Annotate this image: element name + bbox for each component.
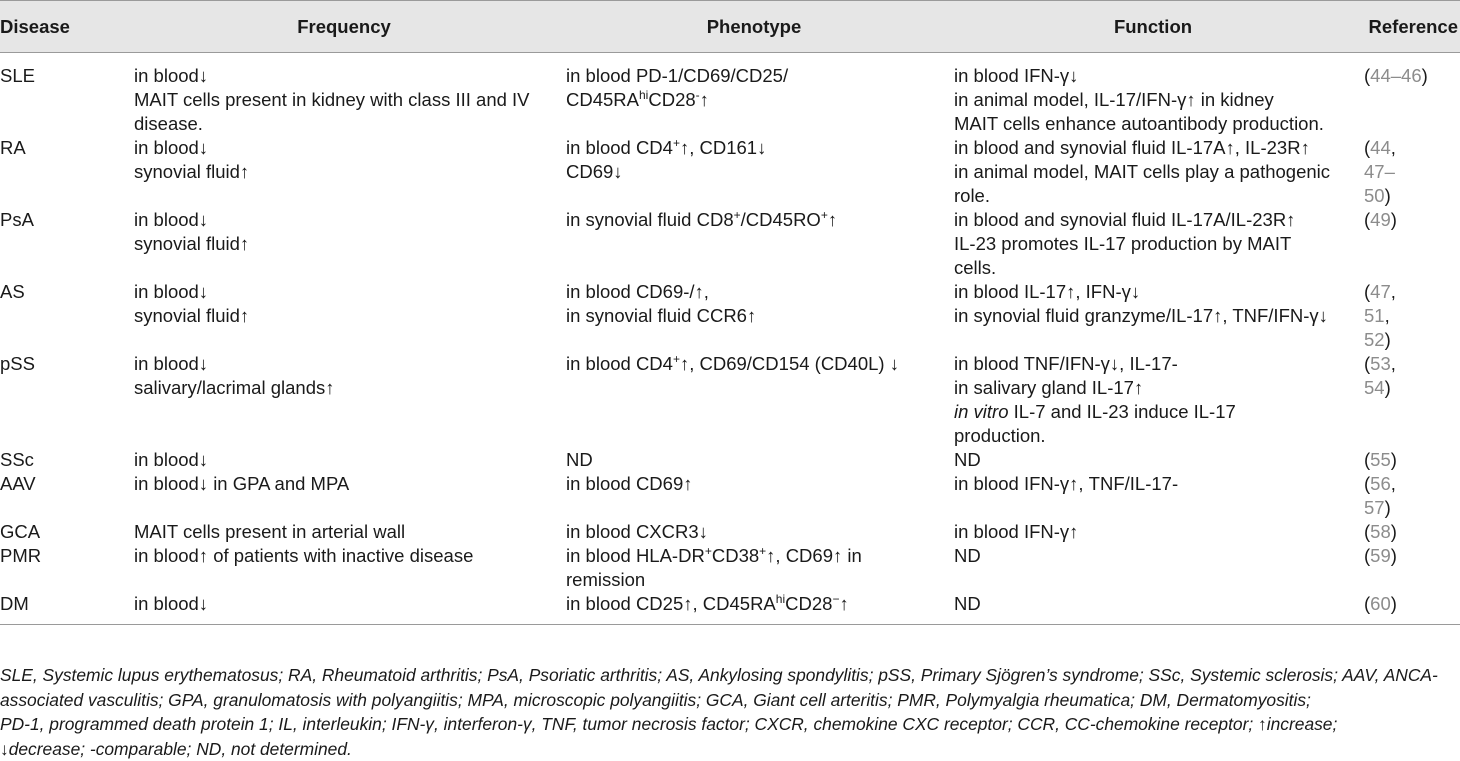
function-cell-line: in blood IL-17↑, IFN-γ↓ <box>954 280 1352 304</box>
frequency-cell-line: MAIT cells present in kidney with class III and IV <box>134 88 554 112</box>
function-cell-line: in vitro IL-7 and IL-23 induce IL-17 <box>954 400 1352 424</box>
frequency-cell-line: synovial fluid↑ <box>134 232 554 256</box>
reference-link[interactable]: 59 <box>1370 545 1391 566</box>
function-cell-line: in blood and synovial fluid IL-17A/IL-23R↑ <box>954 208 1352 232</box>
footnote-line: PD-1, programmed death protein 1; IL, interleukin; IFN-γ, interferon-γ, TNF, tumor necrosis factor; CXCR, chemokine CXC receptor; CCR, CC-chemokine receptor; ↑increase; <box>0 712 1460 737</box>
phenotype-cell <box>560 53 948 137</box>
function-cell <box>948 472 1358 520</box>
reference-cell <box>1358 53 1460 137</box>
function-cell-line: ND <box>954 544 1352 568</box>
header-frequency: Frequency <box>128 1 560 53</box>
frequency-cell-line: in blood↓ <box>134 448 554 472</box>
footnote-line: associated vasculitis; GPA, granulomatosis with polyangiitis; MPA, microscopic polyangiitis; GCA, Giant cell arteritis; PMR, Polymyalgia rheumatica; DM, Dermatomyositis; <box>0 688 1460 713</box>
reference-link[interactable]: 55 <box>1370 449 1391 470</box>
table-row <box>0 136 1460 208</box>
phenotype-cell <box>560 352 948 448</box>
phenotype-cell-line: in blood CD69-/↑, <box>566 280 942 304</box>
reference-cell <box>1358 208 1460 280</box>
reference-line: (49) <box>1364 208 1454 232</box>
function-cell-line: in salivary gland IL-17↑ <box>954 376 1352 400</box>
frequency-cell-line: in blood↓ <box>134 64 554 88</box>
header-disease: Disease <box>0 1 128 53</box>
function-cell-line: in blood IFN-γ↑, TNF/IL-17- <box>954 472 1352 496</box>
phenotype-cell-line: in synovial fluid CCR6↑ <box>566 304 942 328</box>
disease-cell: PsA <box>0 208 128 280</box>
table-row <box>0 520 1460 544</box>
phenotype-cell-line: CD69↓ <box>566 160 942 184</box>
reference-link[interactable]: 54 <box>1364 377 1385 398</box>
frequency-cell <box>128 592 560 625</box>
phenotype-cell-line: in blood CD4+↑, CD161↓ <box>566 136 942 160</box>
reference-cell <box>1358 520 1460 544</box>
frequency-cell <box>128 448 560 472</box>
table-row <box>0 472 1460 520</box>
disease-cell: RA <box>0 136 128 208</box>
reference-cell <box>1358 448 1460 472</box>
reference-cell <box>1358 592 1460 625</box>
table-row <box>0 352 1460 448</box>
reference-line: (44, <box>1364 136 1454 160</box>
function-cell <box>948 352 1358 448</box>
reference-link[interactable]: 50 <box>1364 185 1385 206</box>
frequency-cell-line: in blood↓ <box>134 208 554 232</box>
frequency-cell <box>128 352 560 448</box>
reference-link[interactable]: 47– <box>1364 161 1395 182</box>
table-row <box>0 592 1460 625</box>
frequency-cell <box>128 472 560 520</box>
reference-line: 54) <box>1364 376 1454 400</box>
header-phenotype: Phenotype <box>560 1 948 53</box>
phenotype-cell <box>560 472 948 520</box>
function-cell-line: cells. <box>954 256 1352 280</box>
function-cell-line: in blood IFN-γ↓ <box>954 64 1352 88</box>
function-cell <box>948 448 1358 472</box>
reference-link[interactable]: 47 <box>1370 281 1391 302</box>
frequency-cell <box>128 520 560 544</box>
reference-cell <box>1358 472 1460 520</box>
disease-cell: DM <box>0 592 128 625</box>
reference-line <box>1364 160 1454 184</box>
header-function: Function <box>948 1 1358 53</box>
function-cell <box>948 208 1358 280</box>
reference-line: (58) <box>1364 520 1454 544</box>
function-cell <box>948 136 1358 208</box>
phenotype-cell-line: remission <box>566 568 942 592</box>
phenotype-cell <box>560 136 948 208</box>
phenotype-cell-line: in blood CD4+↑, CD69/CD154 (CD40L) ↓ <box>566 352 942 376</box>
table-row <box>0 448 1460 472</box>
function-cell-line: in animal model, MAIT cells play a pathogenic <box>954 160 1352 184</box>
reference-line: 52) <box>1364 328 1454 352</box>
footnote-line: SLE, Systemic lupus erythematosus; RA, Rheumatoid arthritis; PsA, Psoriatic arthritis; AS, Ankylosing spondylitis; pSS, Primary Sjögren’s syndrome; SSc, Systemic sclerosis; AAV, ANCA- <box>0 663 1460 688</box>
reference-line: (44–46) <box>1364 64 1454 88</box>
disease-cell: pSS <box>0 352 128 448</box>
function-cell-line: ND <box>954 448 1352 472</box>
reference-link[interactable]: 52 <box>1364 329 1385 350</box>
reference-line: (55) <box>1364 448 1454 472</box>
frequency-cell <box>128 544 560 592</box>
phenotype-cell-line: in blood CD69↑ <box>566 472 942 496</box>
frequency-cell-line: salivary/lacrimal glands↑ <box>134 376 554 400</box>
table-row <box>0 53 1460 137</box>
table-row <box>0 280 1460 352</box>
function-cell <box>948 592 1358 625</box>
reference-link[interactable]: 44 <box>1370 137 1391 158</box>
function-cell-line: in blood TNF/IFN-γ↓, IL-17- <box>954 352 1352 376</box>
disease-cell: SSc <box>0 448 128 472</box>
frequency-cell-line: in blood↓ <box>134 352 554 376</box>
phenotype-cell-line: in blood CXCR3↓ <box>566 520 942 544</box>
phenotype-cell <box>560 544 948 592</box>
function-cell-line: in blood and synovial fluid IL-17A↑, IL-23R↑ <box>954 136 1352 160</box>
phenotype-cell-line: $CD45RA^{hi}CD28^-↑$ <box>566 88 942 112</box>
reference-link[interactable]: 49 <box>1370 209 1391 230</box>
phenotype-cell <box>560 448 948 472</box>
reference-line: (56, <box>1364 472 1454 496</box>
frequency-cell <box>128 53 560 137</box>
reference-link[interactable]: 60 <box>1370 593 1391 614</box>
function-cell-line: production. <box>954 424 1352 448</box>
phenotype-cell-line: in synovial fluid CD8+/CD45RO+↑ <box>566 208 942 232</box>
reference-cell <box>1358 544 1460 592</box>
frequency-cell <box>128 280 560 352</box>
reference-line: 50) <box>1364 184 1454 208</box>
function-cell-line: ND <box>954 592 1352 616</box>
reference-line: (60) <box>1364 592 1454 616</box>
reference-link[interactable]: 51 <box>1364 305 1385 326</box>
disease-cell: SLE <box>0 53 128 137</box>
disease-cell: AAV <box>0 472 128 520</box>
reference-line: (47, <box>1364 280 1454 304</box>
function-cell <box>948 280 1358 352</box>
reference-link[interactable]: 57 <box>1364 497 1385 518</box>
frequency-cell-line: in blood↓ <box>134 592 554 616</box>
phenotype-cell <box>560 520 948 544</box>
function-cell-line: in animal model, IL-17/IFN-γ↑ in kidney <box>954 88 1352 112</box>
phenotype-cell <box>560 208 948 280</box>
frequency-cell-line: MAIT cells present in arterial wall <box>134 520 554 544</box>
header-row <box>0 1 1460 53</box>
frequency-cell-line: disease. <box>134 112 554 136</box>
function-cell-line: in blood IFN-γ↑ <box>954 520 1352 544</box>
function-cell-line: in synovial fluid granzyme/IL-17↑, TNF/IFN-γ↓ <box>954 304 1352 328</box>
reference-line: (53, <box>1364 352 1454 376</box>
phenotype-cell-line: in blood HLA-DR+CD38+↑, CD69↑ in <box>566 544 942 568</box>
function-cell-line: IL-23 promotes IL-17 production by MAIT <box>954 232 1352 256</box>
disease-cell: GCA <box>0 520 128 544</box>
frequency-cell-line: in blood↓ <box>134 136 554 160</box>
function-cell <box>948 53 1358 137</box>
reference-cell <box>1358 280 1460 352</box>
frequency-cell-line: synovial fluid↑ <box>134 160 554 184</box>
frequency-cell <box>128 136 560 208</box>
frequency-cell <box>128 208 560 280</box>
reference-link[interactable]: 44–46 <box>1370 65 1421 86</box>
reference-cell <box>1358 136 1460 208</box>
phenotype-cell-line: in blood CD25↑, $CD45RA^{hi}CD28^-↑$ <box>566 592 942 616</box>
function-cell <box>948 544 1358 592</box>
reference-link[interactable]: 58 <box>1370 521 1391 542</box>
frequency-cell-line: in blood↓ in GPA and MPA <box>134 472 554 496</box>
table-row <box>0 544 1460 592</box>
table-footnote <box>0 663 1460 761</box>
function-cell-line: role. <box>954 184 1352 208</box>
footnote-line: ↓decrease; -comparable; ND, not determined. <box>0 737 1460 761</box>
phenotype-cell <box>560 592 948 625</box>
function-cell <box>948 520 1358 544</box>
phenotype-cell-line: in blood PD-1/CD69/CD25/ <box>566 64 942 88</box>
reference-link[interactable]: 56 <box>1370 473 1391 494</box>
phenotype-cell <box>560 280 948 352</box>
reference-line: 51, <box>1364 304 1454 328</box>
frequency-cell-line: in blood↑ of patients with inactive disease <box>134 544 554 568</box>
table-row <box>0 208 1460 280</box>
phenotype-cell-line: ND <box>566 448 942 472</box>
table-body <box>0 53 1460 625</box>
frequency-cell-line: in blood↓ <box>134 280 554 304</box>
disease-cell: AS <box>0 280 128 352</box>
disease-cell: PMR <box>0 544 128 592</box>
reference-line: 57) <box>1364 496 1454 520</box>
function-cell-line: MAIT cells enhance autoantibody production. <box>954 112 1352 136</box>
frequency-cell-line: synovial fluid↑ <box>134 304 554 328</box>
reference-cell <box>1358 352 1460 448</box>
reference-link[interactable]: 53 <box>1370 353 1391 374</box>
reference-line: (59) <box>1364 544 1454 568</box>
header-reference: Reference <box>1358 1 1460 53</box>
